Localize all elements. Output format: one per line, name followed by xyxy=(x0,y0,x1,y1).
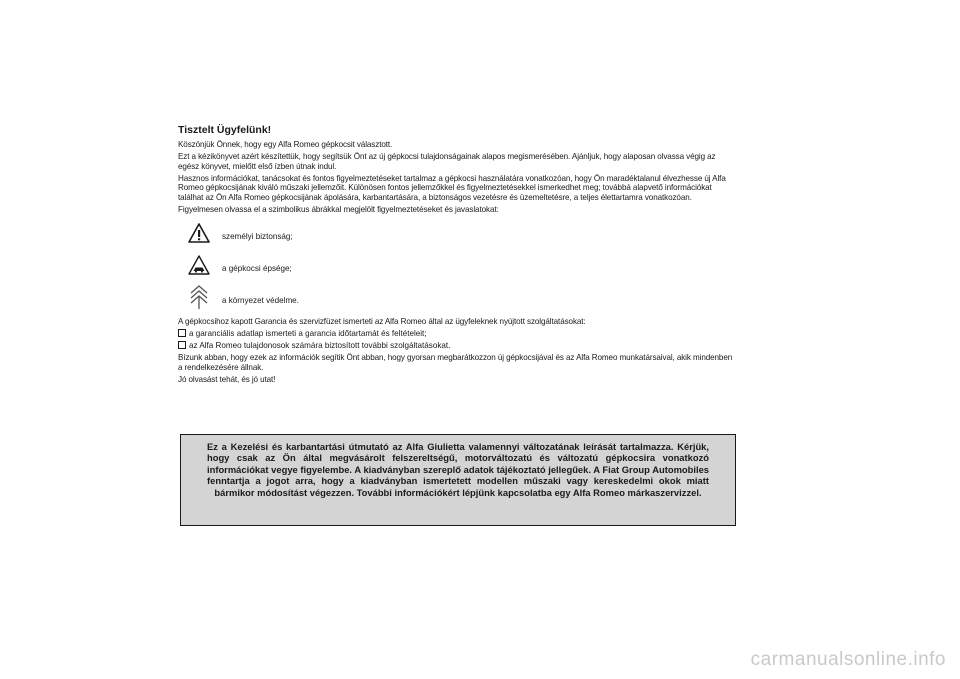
bullet-item xyxy=(178,329,738,339)
bullet-text: a garanciális adatlap ismerteti a garancia időtartamát és feltételeit; xyxy=(189,329,427,339)
page-heading: Tisztelt Ügyfelünk! xyxy=(178,124,272,136)
bullet-item xyxy=(178,341,738,351)
warning-triangle-icon xyxy=(186,220,212,246)
car-damage-icon xyxy=(186,252,212,278)
notice-box: Ez a Kezelési és karbantartási útmutató az Alfa Giulietta valamennyi változatának leírását tartalmazza. Kérjük, hogy csak az Ön által megvásárolt felszereltségű, motorváltozatú és változatú gépkocsira vonatkozó információkat vegye figyelembe. A kiadványban szereplő adatok tájékoztató jellegűek. A Fiat Group Automobiles fenntartja a jogot arra, hogy a kiadványban ismertetett modellen műszaki vagy kereskedelmi okok miatt bármikor módosítást végezzen. További információkért lépjünk kapcsolatba egy Alfa Romeo márkaszervizzel. xyxy=(180,434,736,526)
watermark-text: carmanualsonline.info xyxy=(750,649,946,670)
purpose-paragraph: Ezt a kézikönyvet azért készítettük, hogy segítsük Önt az új gépkocsi tulajdonságainak alapos megismerésében. Ajánljuk, hogy alaposan olvassa végig az egész könyvet, mielőtt első ízben útnak indul. xyxy=(178,152,716,171)
content-paragraph: Hasznos információkat, tanácsokat és fontos figyelmeztetéseket tartalmaz a gépkocsi használatára vonatkozóan, hogy Ön maradéktalanul élvezhesse új Alfa Romeo gépkocsijának kiváló műszaki jellemzőit. Különösen fontos jellemzőkkel és figyelmeztetésekkel ismerkedhet meg; továbbá alapvető információkat találhat az Ön Alfa Romeo gépkocsijának ápolására, karbantartására, a biztonságos vezetésre és üzemeltetésre, a teljes élettartamra vonatkozóan. xyxy=(178,173,726,202)
symbol-row-environment xyxy=(186,281,738,313)
symbol-label-vehicle: a gépkocsi épsége; xyxy=(222,263,292,273)
symbol-row-personal xyxy=(186,217,738,249)
symbol-label-personal: személyi biztonság; xyxy=(222,231,293,241)
bullet-text: az Alfa Romeo tulajdonosok számára biztosított további szolgáltatásokat. xyxy=(189,340,451,350)
checkbox-bullet-icon xyxy=(178,329,186,337)
manual-page xyxy=(178,124,738,387)
thanks-paragraph: Köszönjük Önnek, hogy egy Alfa Romeo gépkocsit választott. xyxy=(178,140,393,149)
tree-environment-icon xyxy=(186,284,212,310)
closing-paragraph: Bízunk abban, hogy ezek az információk segítik Önt abban, hogy gyorsan megbarátkozzon új gépkocsijával és az Alfa Romeo munkatársaival, akik mindenben a rendelkezésére állnak. xyxy=(178,353,733,373)
symbols-intro-paragraph: Figyelmesen olvassa el a szimbolikus ábrákkal megjelölt figyelmeztetéseket és javaslatokat: xyxy=(178,205,499,215)
checkbox-bullet-icon xyxy=(178,341,186,349)
symbol-row-vehicle xyxy=(186,249,738,281)
guarantee-intro-paragraph: A gépkocsihoz kapott Garancia és szervizfüzet ismerteti az Alfa Romeo által az ügyfeleknek nyújtott szolgáltatásokat: xyxy=(178,317,586,327)
symbol-label-environment: a környezet védelme. xyxy=(222,295,299,305)
farewell-paragraph: Jó olvasást tehát, és jó utat! xyxy=(178,375,276,385)
